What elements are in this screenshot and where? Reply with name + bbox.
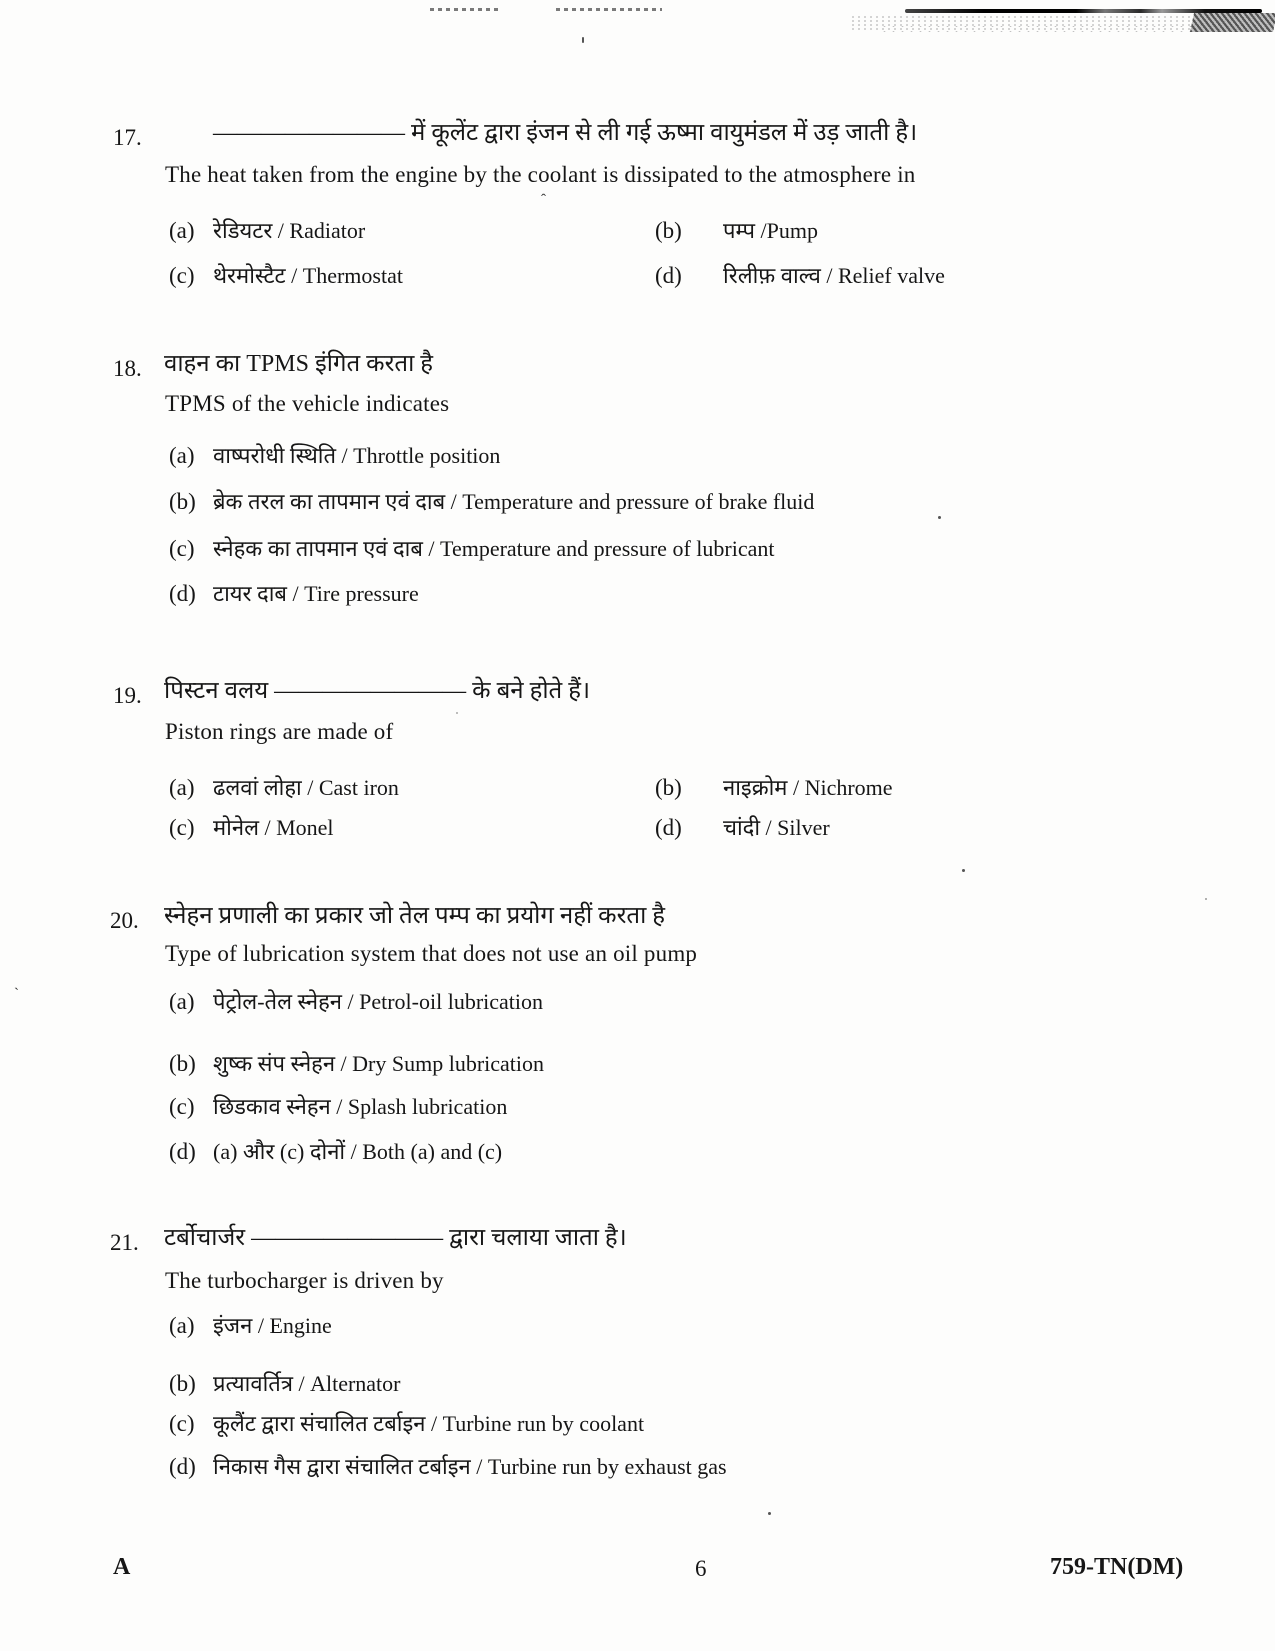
option-text: ढलवां लोहा / Cast iron [213, 775, 399, 800]
option-letter: (a) [169, 218, 195, 243]
option-text: कूलैंट द्वारा संचालित टर्बाइन / Turbine run by coolant [213, 1411, 645, 1436]
question-18-option-c [169, 534, 774, 564]
question-20-option-a [169, 987, 543, 1017]
option-letter: (d) [655, 263, 682, 288]
option-text: इंजन / Engine [213, 1313, 332, 1338]
option-letter: (c) [169, 536, 195, 561]
scan-artifact-speck [1205, 898, 1207, 900]
option-letter: (c) [169, 263, 195, 288]
option-letter: (a) [169, 443, 195, 468]
option-text: पम्प /Pump [723, 218, 818, 243]
footer-set-code: A [113, 1554, 131, 1580]
question-19-text-english: Piston rings are made of [165, 719, 394, 744]
scan-artifact-dash-mid [556, 8, 662, 11]
question-17-option-a [169, 216, 365, 246]
question-19-option-c [169, 813, 334, 843]
question-18-number: 18. [113, 356, 142, 381]
question-17-option-c [169, 261, 403, 291]
option-text: ब्रेक तरल का तापमान एवं दाब / Temperature and pressure of brake fluid [213, 489, 815, 514]
option-letter: (d) [169, 1139, 196, 1164]
question-21-text-english: The turbocharger is driven by [165, 1268, 444, 1293]
scan-artifact-speck [456, 712, 458, 714]
option-letter: (c) [169, 1094, 195, 1119]
question-21-option-d [169, 1452, 727, 1482]
option-text: प्रत्यावर्तित्र / Alternator [213, 1371, 401, 1396]
option-text: थेरमोस्टैट / Thermostat [213, 263, 403, 288]
question-18-option-a [169, 441, 500, 471]
scan-artifact-speck [768, 1512, 771, 1515]
question-21-text-hindi: टर्बोचार्जर ———————— द्वारा चलाया जाता है। [164, 1225, 627, 1251]
question-18-option-b [169, 487, 814, 517]
question-21-number: 21. [110, 1230, 139, 1255]
option-letter: (a) [169, 989, 195, 1014]
question-19-option-a [169, 773, 399, 803]
option-letter: (a) [169, 1313, 195, 1338]
question-17-number: 17. [113, 125, 142, 150]
scan-artifact-dash-left [430, 8, 500, 11]
scan-artifact-speck [582, 37, 584, 43]
question-18-option-d [169, 579, 419, 609]
option-text: चांदी / Silver [723, 815, 830, 840]
footer-page-number: 6 [695, 1556, 707, 1581]
option-text: स्नेहक का तापमान एवं दाब / Temperature and pressure of lubricant [213, 536, 775, 561]
footer-paper-code: 759-TN(DM) [1050, 1554, 1184, 1580]
option-text: छिडकाव स्नेहन / Splash lubrication [213, 1094, 508, 1119]
question-18-text-english: TPMS of the vehicle indicates [165, 391, 450, 416]
option-letter: (b) [169, 1051, 196, 1076]
question-17-text-english: The heat taken from the engine by the coolant is dissipated to the atmosphere in [165, 162, 916, 187]
question-17-text-hindi: ———————— में कूलेंट द्वारा इंजन से ली गई ऊष्मा वायुमंडल में उड़ जाती है। [213, 120, 918, 146]
option-letter: (b) [655, 775, 682, 800]
question-21-option-c [169, 1409, 644, 1439]
question-20-number: 20. [110, 908, 139, 933]
scan-artifact-speck [962, 869, 965, 872]
option-text: रिलीफ़ वाल्व / Relief valve [723, 263, 945, 288]
question-20-option-d [169, 1137, 502, 1167]
option-text: मोनेल / Monel [213, 815, 334, 840]
option-letter: (a) [169, 775, 195, 800]
option-letter: (d) [655, 815, 682, 840]
option-text: निकास गैस द्वारा संचालित टर्बाइन / Turbine run by exhaust gas [213, 1454, 727, 1479]
option-text: टायर दाब / Tire pressure [213, 581, 419, 606]
option-letter: (b) [169, 489, 196, 514]
option-text: (a) और (c) दोनों / Both (a) and (c) [213, 1139, 503, 1164]
scan-artifact-speck [938, 516, 941, 519]
question-21-option-b [169, 1369, 401, 1399]
option-text: रेडियटर / Radiator [213, 218, 366, 243]
option-letter: (d) [169, 581, 196, 606]
question-18-text-hindi: वाहन का TPMS इंगित करता है [164, 351, 434, 377]
question-19-number: 19. [113, 683, 142, 708]
scan-artifact-ink-blob [1190, 13, 1275, 32]
option-letter: (c) [169, 1411, 195, 1436]
option-text: नाइक्रोम / Nichrome [723, 775, 893, 800]
question-17-option-d [655, 261, 945, 291]
option-letter: (b) [655, 218, 682, 243]
option-text: शुष्क संप स्नेहन / Dry Sump lubrication [213, 1051, 545, 1076]
scan-artifact-caret: ˆ [541, 192, 546, 208]
option-text: पेट्रोल-तेल स्नेहन / Petrol-oil lubrication [213, 989, 544, 1014]
question-19-option-d [655, 813, 830, 843]
question-20-text-english: Type of lubrication system that does not use an oil pump [165, 941, 698, 966]
question-21-option-a [169, 1311, 332, 1341]
question-19-text-hindi: पिस्टन वलय ———————— के बने होते हैं। [164, 678, 591, 704]
question-20-option-c [169, 1092, 507, 1122]
option-letter: (b) [169, 1371, 196, 1396]
question-20-option-b [169, 1049, 544, 1079]
question-20-text-hindi: स्नेहन प्रणाली का प्रकार जो तेल पम्प का प्रयोग नहीं करता है [164, 903, 666, 929]
question-19-option-b [655, 773, 893, 803]
option-letter: (c) [169, 815, 195, 840]
scan-artifact-tick: ` [14, 986, 19, 1002]
option-letter: (d) [169, 1454, 196, 1479]
question-17-option-b [655, 216, 818, 246]
option-text: वाष्परोधी स्थिति / Throttle position [213, 443, 501, 468]
